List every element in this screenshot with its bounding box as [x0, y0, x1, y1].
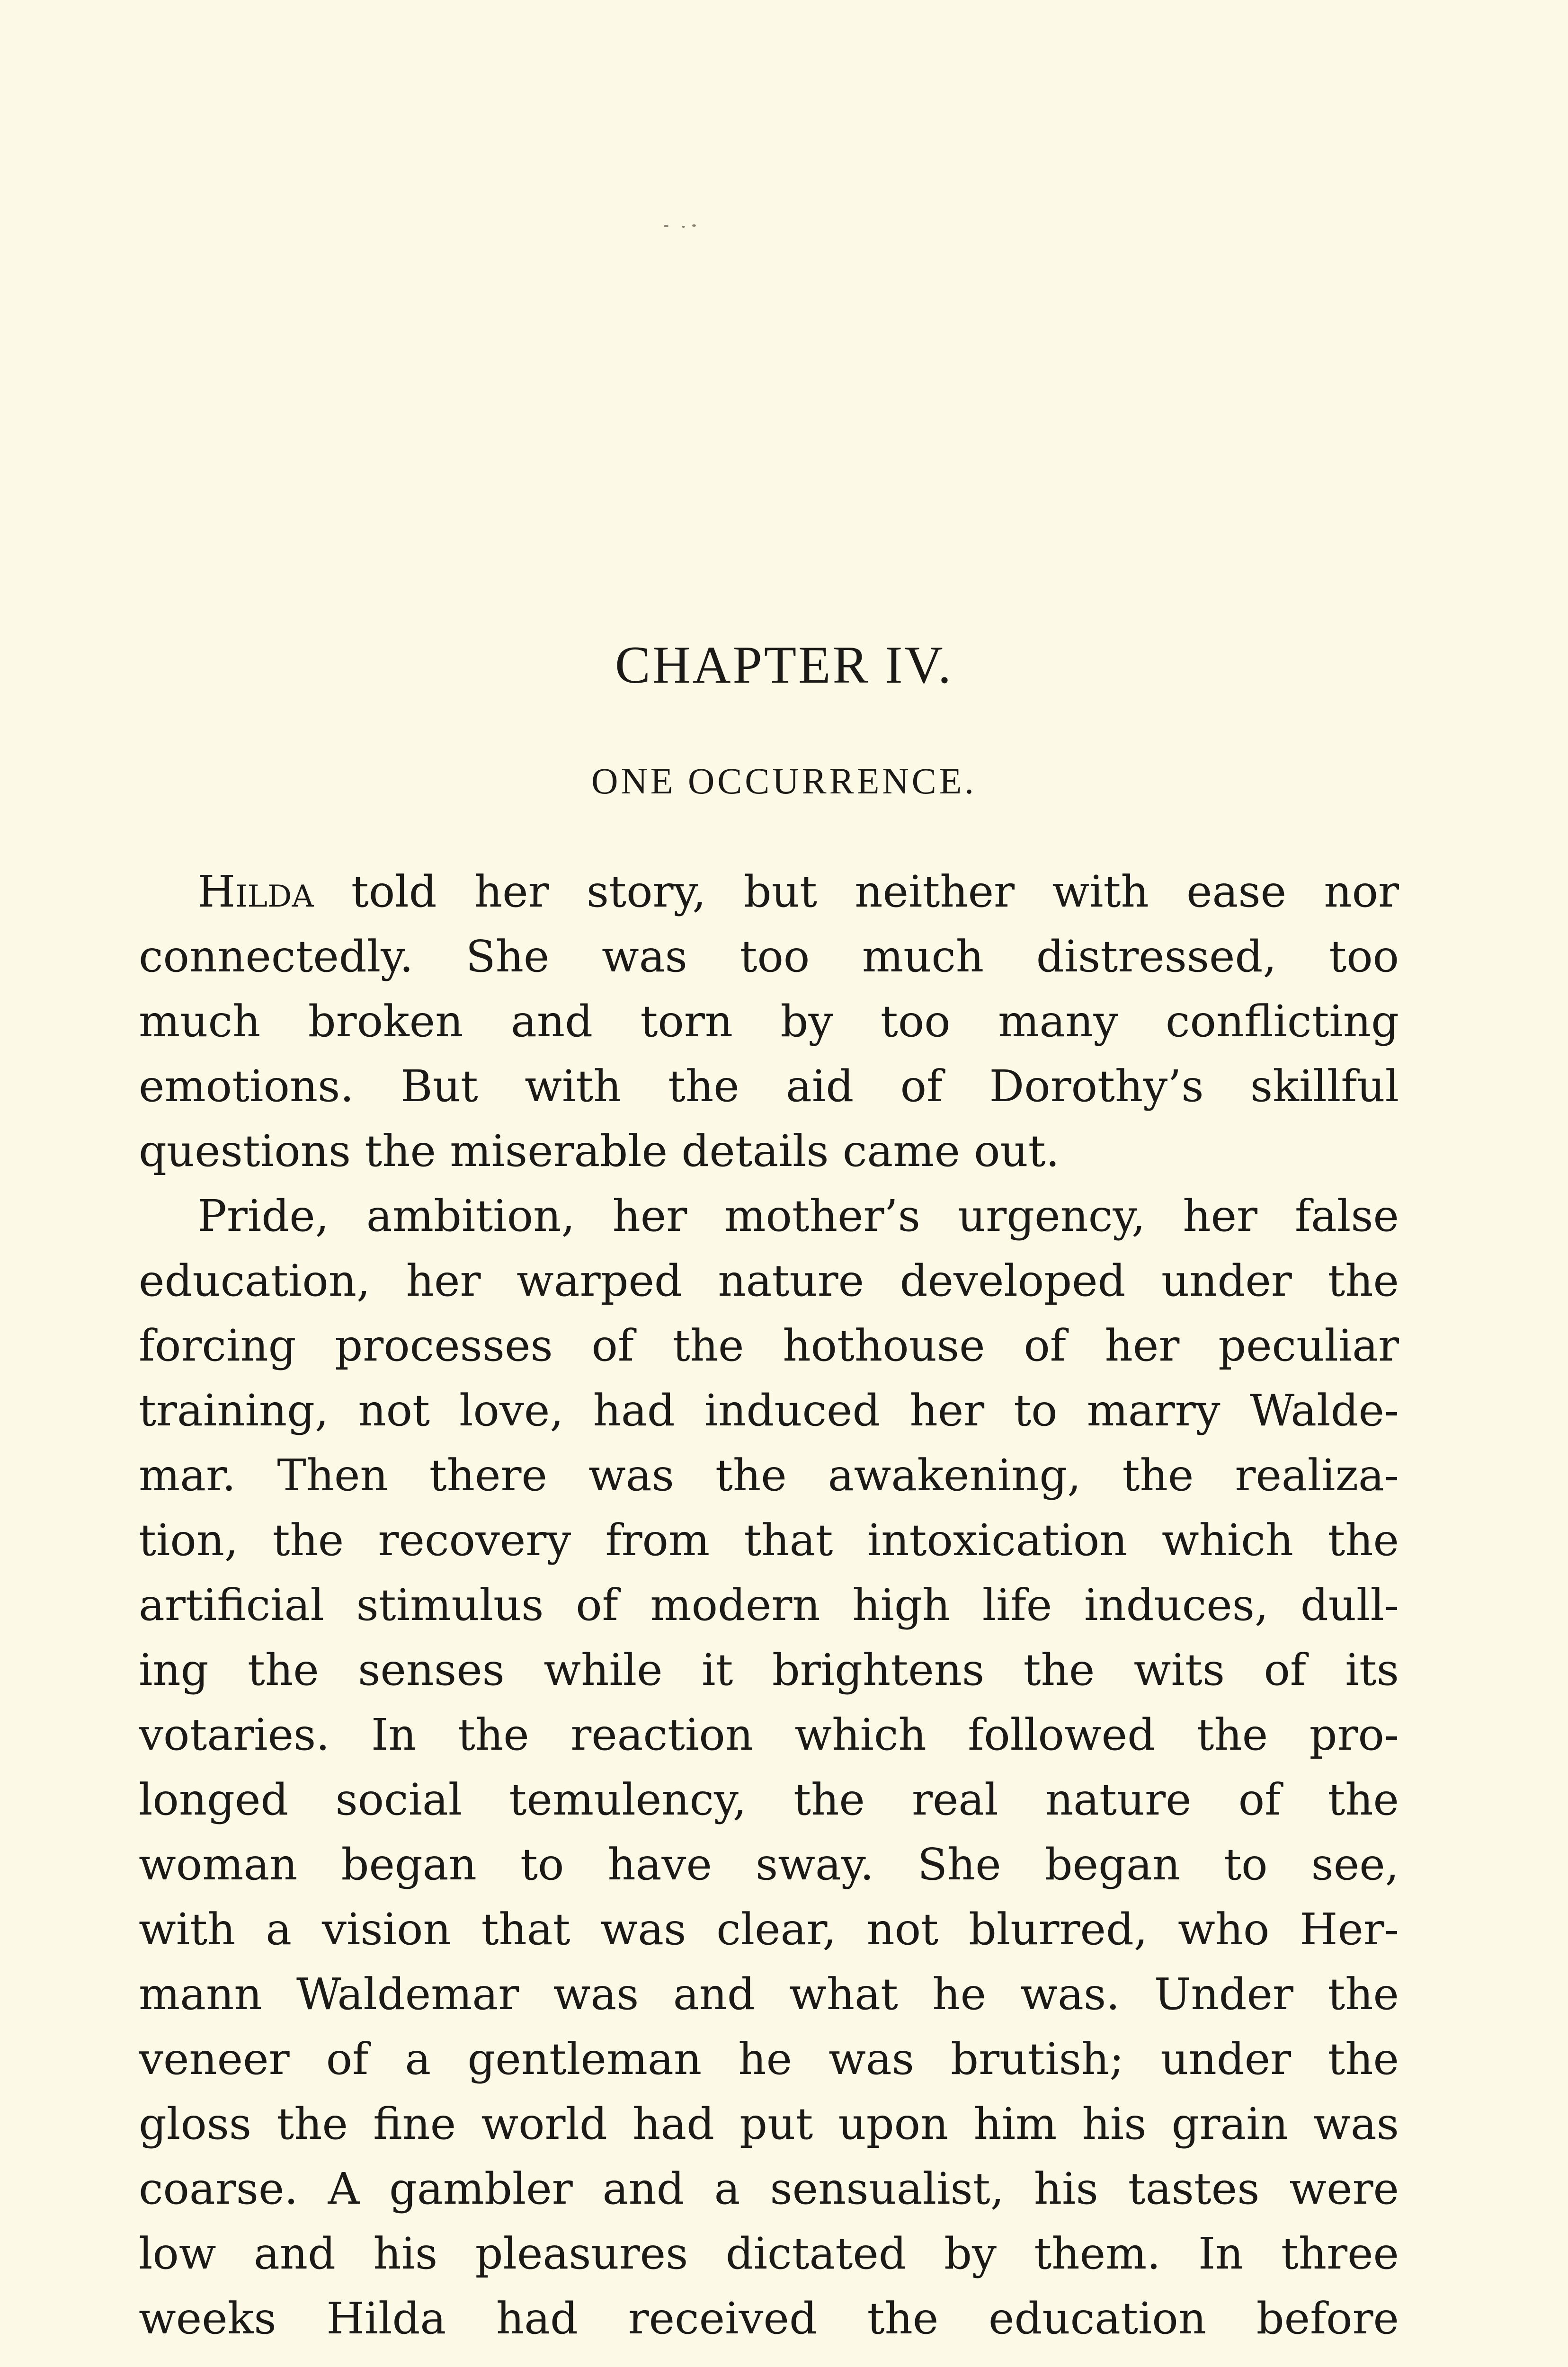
text-line-rest: told her story, but neither with ease nor: [313, 866, 1399, 917]
text-line: coarse. A gambler and a sensualist, his tastes were: [139, 2163, 1399, 2214]
ink-speck: [692, 224, 696, 227]
text-line: low and his pleasures dictated by them. In three: [139, 2228, 1399, 2279]
text-line: mann Waldemar was and what he was. Under the: [139, 1969, 1399, 2020]
text-line: forcing processes of the hothouse of her peculiar: [139, 1320, 1399, 1371]
text-line: much broken and torn by too many conflicting: [139, 996, 1399, 1047]
chapter-title: CHAPTER IV.: [615, 636, 953, 694]
text-line: Pride, ambition, her mother’s urgency, her false: [197, 1191, 1399, 1241]
drop-word: Hilda: [197, 866, 314, 917]
text-line: votaries. In the reaction which followed the pro-: [139, 1709, 1399, 1760]
text-line: mar. Then there was the awakening, the realiza-: [139, 1450, 1399, 1501]
chapter-subtitle: ONE OCCURRENCE.: [591, 760, 977, 801]
text-line: tion, the recovery from that intoxication which the: [139, 1515, 1399, 1566]
text-line: ing the senses while it brightens the wits of its: [139, 1645, 1399, 1695]
text-line: education, her warped nature developed under the: [139, 1255, 1399, 1306]
text-line: longed social temulency, the real nature of the: [139, 1774, 1399, 1825]
ink-speck: [682, 226, 685, 228]
text-line: weeks Hilda had received the education before: [139, 2293, 1399, 2344]
text-line: [139, 859, 1399, 924]
ink-speck: [664, 225, 668, 227]
text-line: woman began to have sway. She began to see,: [139, 1839, 1399, 1890]
body-text: [139, 859, 1399, 2351]
text-line: emotions. But with the aid of Dorothy’s skillful: [139, 1061, 1399, 1112]
text-line: questions the miserable details came out.: [139, 1126, 1060, 1176]
text-line: gloss the fine world had put upon him his grain was: [139, 2099, 1399, 2149]
text-line: artificial stimulus of modern high life induces, dull-: [139, 1580, 1399, 1630]
text-line: connectedly. She was too much distressed, too: [139, 931, 1399, 982]
text-line: veneer of a gentleman he was brutish; under the: [139, 2034, 1399, 2084]
text-line: training, not love, had induced her to marry Walde-: [139, 1385, 1399, 1436]
text-line: with a vision that was clear, not blurred, who Her-: [139, 1904, 1399, 1955]
